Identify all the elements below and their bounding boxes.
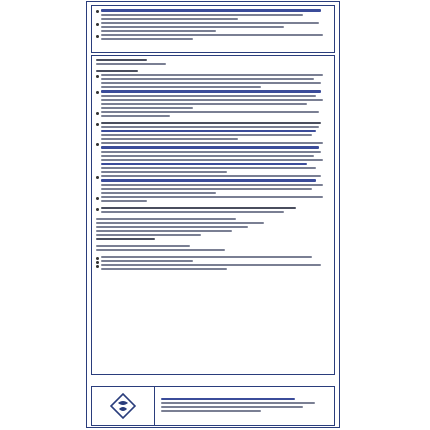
bullet-icon <box>96 75 99 78</box>
footer-text <box>155 387 334 425</box>
list-item <box>96 34 330 42</box>
bullet-icon <box>96 257 99 260</box>
list-item <box>96 207 330 215</box>
list-item <box>96 74 330 90</box>
footer-block <box>91 386 335 426</box>
bullet-icon <box>96 123 99 126</box>
list-item <box>96 9 330 22</box>
list-item <box>96 142 330 175</box>
list-item <box>96 22 330 34</box>
logo-cell <box>92 387 155 425</box>
top-notes-panel <box>91 5 335 53</box>
bullet-icon <box>96 208 99 211</box>
document-sheet <box>86 1 340 428</box>
diamond-logo-icon <box>110 393 136 419</box>
bullet-icon <box>96 112 99 115</box>
bullet-icon <box>96 91 99 94</box>
list-item <box>96 122 330 143</box>
bullet-icon <box>96 265 99 268</box>
list-item <box>96 264 330 272</box>
bullet-icon <box>96 23 99 26</box>
list-item <box>96 196 330 204</box>
list-item <box>96 111 330 119</box>
list-item <box>96 175 330 196</box>
bullet-icon <box>96 176 99 179</box>
bullet-icon <box>96 143 99 146</box>
main-content-panel <box>91 55 335 375</box>
bullet-icon <box>96 35 99 38</box>
bullet-icon <box>96 261 99 264</box>
bullet-icon <box>96 10 99 13</box>
bullet-icon <box>96 197 99 200</box>
list-item <box>96 90 330 111</box>
